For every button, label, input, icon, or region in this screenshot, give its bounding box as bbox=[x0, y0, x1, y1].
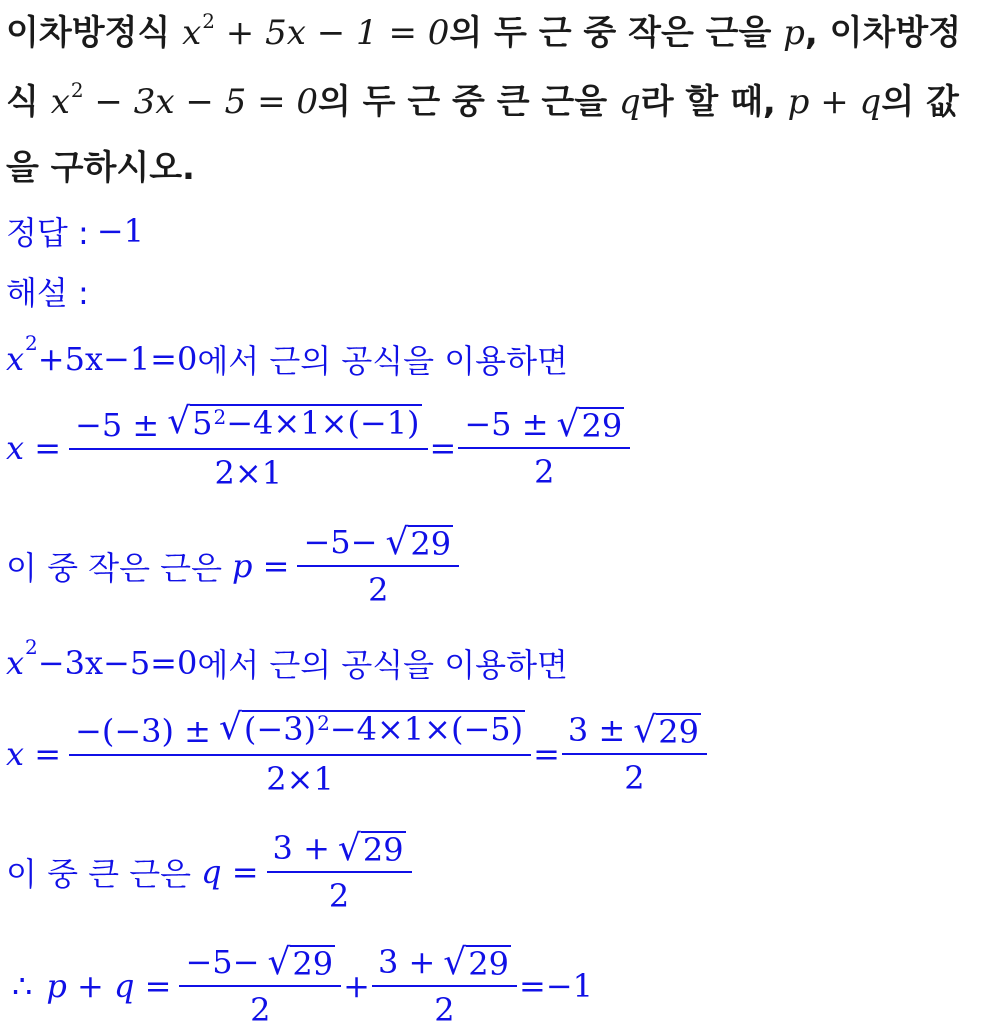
fraction bbox=[179, 943, 341, 1029]
fraction-numerator bbox=[69, 401, 428, 448]
equation-2-row bbox=[6, 635, 568, 688]
fraction-denominator: 2×1 bbox=[69, 754, 531, 798]
math-exponent: 2 bbox=[25, 331, 38, 355]
larger-root-row bbox=[6, 822, 414, 922]
question-text: 라 할 때, bbox=[640, 82, 788, 122]
fraction-denominator: 2×1 bbox=[69, 448, 428, 492]
radical-sign-icon: √ bbox=[167, 401, 191, 442]
math-expression: (−3) bbox=[243, 710, 317, 748]
math-expression: −3x−5=0 bbox=[37, 644, 198, 682]
explanation-text: 이 중 큰 근은 bbox=[6, 855, 192, 893]
explanation-text: 에서 근의 공식을 이용하면 bbox=[197, 342, 568, 380]
answer-label: 정답 : bbox=[6, 214, 89, 252]
math-expression: p + q bbox=[787, 82, 882, 122]
fraction-numerator bbox=[179, 943, 341, 985]
question-text: 식 bbox=[6, 82, 51, 122]
explanation-text: 이 중 작은 근은 bbox=[6, 549, 222, 587]
math-expression: 3 + bbox=[272, 829, 330, 867]
radical-sign-icon: √ bbox=[633, 710, 657, 751]
math-var: x bbox=[50, 82, 70, 122]
math-exponent: 2 bbox=[202, 9, 215, 33]
radical-sign-icon: √ bbox=[385, 522, 409, 563]
solution-2-row bbox=[6, 704, 709, 804]
math-expression: 3 + bbox=[377, 943, 436, 981]
math-expression: −5 ± bbox=[464, 405, 549, 443]
math-lhs: p = bbox=[232, 547, 290, 585]
question-text: , 이차방정 bbox=[804, 13, 962, 53]
square-root bbox=[267, 942, 335, 983]
radicand: 29 bbox=[410, 525, 452, 563]
radicand: 29 bbox=[468, 945, 509, 983]
math-expression: −4×1×(−5) bbox=[329, 710, 524, 748]
fraction-numerator bbox=[372, 943, 517, 985]
radicand: 29 bbox=[362, 831, 404, 869]
math-expression: 3 ± bbox=[567, 711, 626, 749]
square-root bbox=[633, 710, 701, 751]
fraction bbox=[297, 523, 459, 609]
answer-row bbox=[6, 208, 144, 254]
math-operator: = bbox=[533, 735, 560, 773]
fraction bbox=[372, 943, 517, 1029]
math-exponent: 2 bbox=[25, 635, 38, 659]
smaller-root-row bbox=[6, 516, 461, 616]
fraction bbox=[69, 401, 428, 492]
math-var: x bbox=[6, 340, 25, 378]
explanation-label: 해설 : bbox=[6, 274, 89, 312]
math-expression: 5 bbox=[192, 404, 213, 442]
radical-sign-icon: √ bbox=[337, 828, 361, 869]
square-root bbox=[167, 401, 421, 444]
square-root bbox=[556, 404, 625, 445]
math-lhs: p + q = bbox=[46, 967, 172, 1005]
math-operator: = bbox=[429, 429, 457, 467]
math-exponent: 2 bbox=[213, 405, 227, 429]
square-root bbox=[218, 707, 525, 750]
question-text: 이차방정식 bbox=[6, 13, 183, 53]
radical-sign-icon: √ bbox=[218, 707, 242, 748]
math-operator: + bbox=[343, 967, 370, 1005]
math-lhs: q = bbox=[201, 853, 259, 891]
math-expression: −5− bbox=[303, 523, 378, 561]
fraction-denominator: 2 bbox=[372, 985, 517, 1029]
final-result-row bbox=[6, 936, 593, 1036]
fraction bbox=[69, 707, 531, 798]
question-line-1 bbox=[6, 3, 961, 63]
radical-sign-icon: √ bbox=[267, 942, 291, 983]
math-expression: + 5x − 1 = 0 bbox=[214, 13, 450, 53]
math-var: x bbox=[182, 13, 202, 53]
radicand bbox=[190, 404, 421, 444]
radical-sign-icon: √ bbox=[556, 404, 580, 445]
math-expression: +5x−1=0 bbox=[37, 340, 198, 378]
math-exponent: 2 bbox=[317, 711, 330, 735]
fraction-numerator bbox=[69, 707, 531, 754]
math-expression: −4×1×(−1) bbox=[226, 404, 420, 442]
math-lhs: x = bbox=[6, 429, 62, 467]
question-line-2 bbox=[6, 72, 959, 132]
radicand: 29 bbox=[292, 945, 334, 983]
fraction-denominator: 2 bbox=[179, 985, 341, 1029]
square-root bbox=[385, 522, 453, 563]
math-expression: −5− bbox=[185, 943, 260, 981]
fraction bbox=[562, 711, 707, 797]
square-root bbox=[443, 942, 511, 983]
math-lhs: x = bbox=[6, 735, 62, 773]
math-var: p bbox=[783, 13, 805, 53]
equation-1-row bbox=[6, 331, 568, 384]
explanation-label-row bbox=[6, 268, 89, 314]
final-answer: =−1 bbox=[518, 967, 593, 1005]
math-exponent: 2 bbox=[70, 78, 84, 102]
fraction-denominator: 2 bbox=[458, 447, 630, 491]
math-var: q bbox=[618, 82, 641, 122]
fraction-denominator: 2 bbox=[297, 565, 459, 609]
explanation-text: 에서 근의 공식을 이용하면 bbox=[197, 646, 568, 684]
fraction bbox=[267, 829, 412, 915]
fraction-numerator bbox=[562, 711, 707, 753]
fraction-numerator bbox=[267, 829, 412, 871]
therefore-icon: ∴ bbox=[12, 967, 33, 1005]
fraction bbox=[458, 405, 630, 491]
fraction-denominator: 2 bbox=[267, 871, 412, 915]
fraction-numerator bbox=[297, 523, 459, 565]
math-expression: − 3x − 5 = 0 bbox=[83, 82, 318, 122]
radicand bbox=[242, 710, 525, 750]
question-text: 의 값 bbox=[881, 82, 959, 122]
fraction-denominator: 2 bbox=[562, 753, 707, 797]
question-text: 의 두 근 중 작은 근을 bbox=[449, 13, 784, 53]
math-expression: −5 ± bbox=[75, 406, 160, 444]
math-var: x bbox=[6, 644, 25, 682]
solution-1-row bbox=[6, 398, 632, 498]
question-text: 의 두 근 중 큰 근을 bbox=[318, 82, 619, 122]
question-text: 을 구하시오. bbox=[6, 148, 195, 188]
radical-sign-icon: √ bbox=[443, 942, 467, 983]
fraction-numerator bbox=[458, 405, 630, 447]
square-root bbox=[337, 828, 406, 869]
math-expression: −(−3) ± bbox=[75, 712, 211, 750]
question-line-3 bbox=[6, 138, 195, 198]
answer-value: −1 bbox=[96, 212, 144, 250]
radicand: 29 bbox=[658, 713, 699, 751]
radicand: 29 bbox=[581, 407, 623, 445]
